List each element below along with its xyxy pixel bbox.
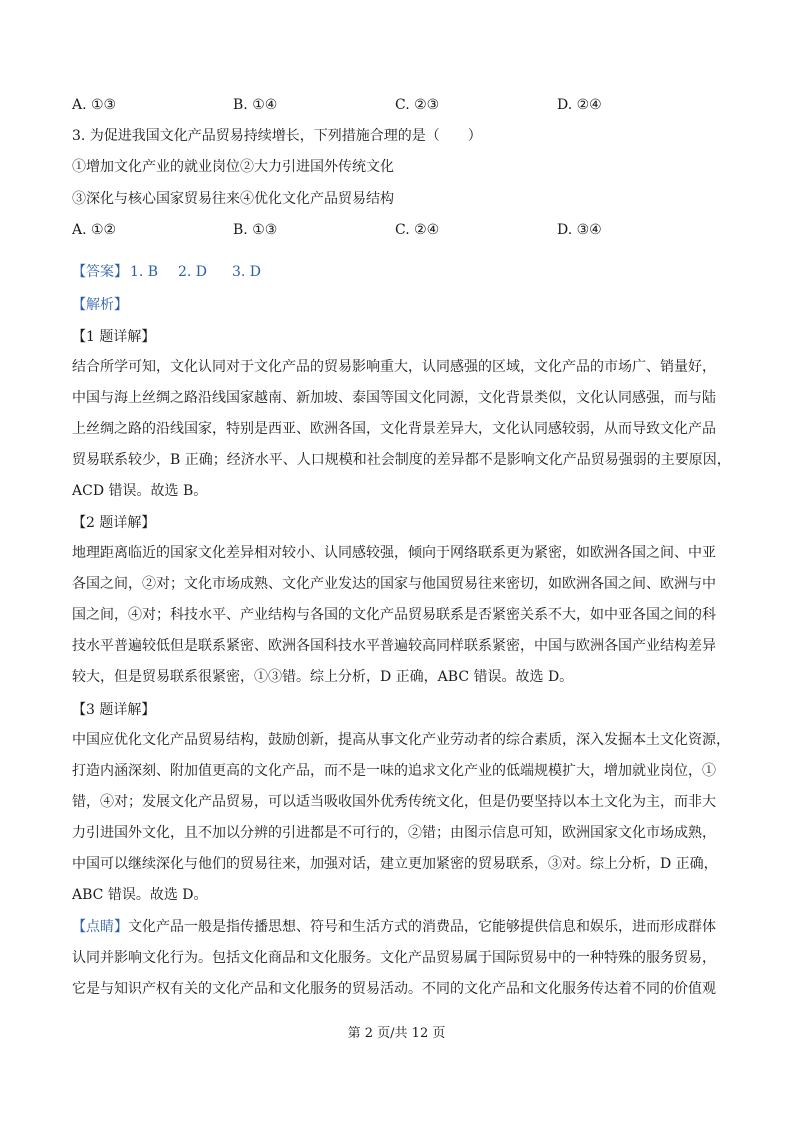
tip-body: [72, 912, 722, 1005]
detail-1-label: 【1 题详解】: [72, 329, 156, 345]
detail-3-line: 错，④对；发展文化产品贸易，可以适当吸收国外优秀传统文化，但是仍要坚持以本土文化为主，而非大: [72, 794, 716, 810]
analysis-label: 【解析】: [72, 297, 128, 313]
detail-2-body: [72, 538, 722, 693]
detail-1-body: [72, 352, 731, 507]
detail-3-label: 【3 题详解】: [72, 702, 156, 718]
page-footer: 第 2 页/共 12 页: [347, 1026, 446, 1041]
answer-1: 1. B: [130, 264, 159, 280]
q2-option-c: C. ②③: [395, 97, 440, 113]
q2-option-d: D. ②④: [557, 97, 602, 113]
q3-option-c: C. ②④: [395, 222, 440, 238]
detail-3-line: ABC 错误。故选 D。: [72, 887, 208, 903]
tip-line: 它是与知识产权有关的文化产品和文化服务的贸易活动。不同的文化产品和文化服务传达着不同的价值观: [72, 981, 716, 997]
q3-option-d: D. ③④: [557, 222, 602, 238]
detail-2-label: 【2 题详解】: [72, 515, 156, 531]
detail-3-line: 中国可以继续深化与他们的贸易往来，加强对话，建立更加紧密的贸易联系，③对。综上分析，D 正确，: [72, 856, 718, 872]
detail-1-line: 贸易联系较少，B 正确；经济水平、人口规模和社会制度的差异都不是影响文化产品贸易强弱的主要原因，: [72, 452, 731, 468]
detail-2-line: 地理距离临近的国家文化差异相对较小、认同感较强，倾向于网络联系更为紧密，如欧洲各国之间、中亚: [72, 545, 716, 561]
detail-1-line: 中国与海上丝绸之路沿线国家越南、新加坡、泰国等国文化同源，文化背景类似，文化认同感强，而与陆: [72, 390, 716, 406]
tip-line: 认同并影响文化行为。包括文化商品和文化服务。文化产品贸易属于国际贸易中的一种特殊的服务贸易，: [72, 950, 716, 966]
detail-2-line: 技水平普遍较低但是联系紧密、欧洲各国科技水平普遍较高同样联系紧密，中国与欧洲各国产业结构差异: [72, 638, 716, 654]
detail-3-line: 中国应优化文化产品贸易结构，鼓励创新，提高从事文化产业劳动者的综合素质，深入发掘本土文化资源，: [72, 732, 730, 748]
tip-line-1: [72, 912, 722, 943]
detail-3-line: 打造内涵深刻、附加值更高的文化产品，而不是一味的追求文化产业的低端规模扩大，增加就业岗位，①: [72, 763, 716, 779]
tip-line-1-text: 文化产品一般是指传播思想、符号和生活方式的消费品，它能够提供信息和娱乐，进而形成群体: [128, 919, 716, 935]
detail-3-body: [72, 725, 730, 911]
detail-2-line: 各国之间，②对；文化市场成熟、文化产业发达的国家与他国贸易往来密切，如欧洲各国之间、欧洲与中: [72, 576, 716, 592]
detail-1-line: 上丝绸之路的沿线国家，特别是西亚、欧洲各国，文化背景差异大，文化认同感较弱，从而导致文化产品: [72, 421, 716, 437]
detail-1-line: 结合所学可知，文化认同对于文化产品的贸易影响重大，认同感强的区域，文化产品的市场广、销量好，: [72, 359, 716, 375]
answer-2: 2. D: [178, 264, 208, 280]
q2-option-a: A. ①③: [72, 97, 117, 113]
detail-2-line: 较大，但是贸易联系很紧密，①③错。综上分析，D 正确，ABC 错误。故选 D。: [72, 669, 574, 685]
q3-option-b: B. ①③: [233, 222, 278, 238]
q3-statement-line-2: ③深化与核心国家贸易往来④优化文化产品贸易结构: [72, 191, 394, 207]
answer-3: 3. D: [232, 264, 262, 280]
q2-option-b: B. ①④: [233, 97, 278, 113]
q3-option-a: A. ①②: [72, 222, 117, 238]
detail-1-line: ACD 错误。故选 B。: [72, 483, 208, 499]
detail-2-line: 国之间，④对；科技水平、产业结构与各国的文化产品贸易联系是否紧密关系不大，如中亚各国之间的科: [72, 607, 716, 623]
answer-label: 【答案】: [72, 264, 128, 280]
q3-stem: 3. 为促进我国文化产品贸易持续增长，下列措施合理的是（ ）: [72, 128, 482, 144]
q3-statement-line-1: ①增加文化产业的就业岗位②大力引进国外传统文化: [72, 159, 394, 175]
tip-label: 【点睛】: [72, 919, 128, 935]
detail-3-line: 力引进国外文化，且不加以分辨的引进都是不可行的，②错；由图示信息可知，欧洲国家文化市场成熟，: [72, 825, 716, 841]
